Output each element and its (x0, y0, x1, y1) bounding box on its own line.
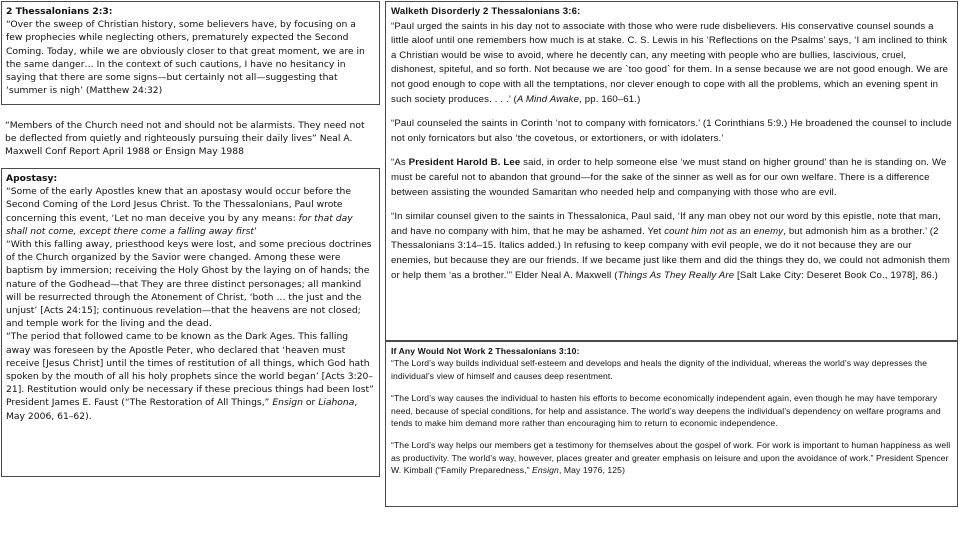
quote-paragraph: “The Lord’s way causes the individual to hasten his efforts to become economically independent again, even though he may have temporary need, because of special conditions, for help and assistance. The world’s way deepens the individual’s dependency on welfare programs and tends to make him demand more rather than encouraging him to return to economic independence. (391, 393, 941, 429)
quote-paragraph: “The period that followed came to be known as the Dark Ages. This falling away was foreseen by the Apostle Peter, who declared that ‘heaven must receive [Jesus Christ] until the times of restitution of all things, which God hath spoken by the mouth of all his holy prophets since the world began’ [Acts 3:20–21]. Restitution would only be necessary if these precious things had been lost” President James E. Faust (“The Restoration of All Things,” Ensign or Liahona, May 2006, 61–62). (6, 331, 374, 422)
alarmists-quote-box (1, 116, 380, 168)
quote-paragraph: “With this falling away, priesthood keys were lost, and some precious doctrines of the Church organized by the Savior were changed. Among these were baptism by immersion; receiving the Holy Ghost by the laying on of hands; the nature of the Godhead—that They are three distinct personages; all mankind will be resurrected through the Atonement of Christ, ‘both … the just and the unjust’ [Acts 24:15]; continuous revelation—that the heavens are not closed; and temple work for the living and the dead. (6, 239, 372, 330)
quote-text: “Members of the Church need not and should not be alarmists. They need not be deflected from quietly and righteously pursuing their daily lives” Neal A. Maxwell Conf Report April 1988 or Ensign May 1988 (5, 120, 365, 158)
quote-paragraph: “In similar counsel given to the saints in Thessalonica, Paul said, ‘If any man obey not our word by this epistle, note that man, and have no company with him, that he may be ashamed. Yet count him not as an enemy, but admonish him as a brother.’ (2 Thessalonians 3:14–15. Italics added.) In refusing to keep company with evil people, we do it not because they are our enemies, but because they are our friends. If we became just like them and did the things they do, we could not admonish them or help them ‘as a brother.’” Elder Neal A. Maxwell (Things As They Really Are [Salt Lake City: Deseret Book Co., 1978], 86.) (391, 211, 950, 281)
box-heading: Apostasy: (6, 173, 58, 184)
box-heading: Walketh Disorderly 2 Thessalonians 3:6: (391, 6, 581, 17)
would-not-work-box (385, 341, 958, 507)
apostasy-quote-box (1, 168, 380, 477)
walketh-disorderly-box (385, 1, 958, 341)
quote-paragraph: “Paul counseled the saints in Corinth ‘not to company with fornicators.’ (1 Corinthians 5:9.) He broadened the counsel to include not only fornicators but also ‘the covetous, or extortioners, or with idolaters.’ (391, 118, 952, 144)
quote-paragraph: “The Lord’s way builds individual self-esteem and develops and heals the dignity of the individual, whereas the world’s way depresses the individual’s view of himself and causes deep resentment. (391, 358, 927, 381)
quote-paragraph: “As President Harold B. Lee said, in order to help someone else ‘we must stand on higher ground’ than he is standing on. We must be careful not to abandon that ground—for the sake of the sinner as well as for our own welfare. There is a difference between assisting the wounded Samaritan who needed help and companying with those who are evil. (391, 157, 947, 198)
quote-paragraph: “The Lord’s way helps our members get a testimony for themselves about the gospel of work. For work is important to human happiness as well as productivity. The world’s way, however, places greater and greater emphasis on leisure and upon the avoidance of work.” President Spencer W. Kimball (“Family Preparedness,” Ensign, May 1976, 125) (391, 440, 951, 476)
prophecy-quote-box (1, 1, 380, 105)
box-heading: If Any Would Not Work 2 Thessalonians 3:10: (391, 346, 580, 356)
quote-paragraph: “Paul urged the saints in his day not to associate with those who were rude disbelievers. His conservative counsel sounds a little aloof until one remembers how much is at stake. C. S. Lewis in his ‘Reflections on the Psalms’ says, ‘I am inclined to think a Christian would be wise to avoid, where he decently can, any meeting with people who are bullies, lascivious, cruel, dishonest, spiteful, and so forth. Not because we are `too good` for them. In a sense because we are not good enough. We are not good enough to cope with all the temptations, nor clever enough to cope with all the problems, which an evening spent in such society produces. . . .’ (A Mind Awake, pp. 160–61.) (391, 20, 949, 105)
quote-paragraph: “Some of the early Apostles knew that an apostasy would occur before the Second Coming of the Lord Jesus Christ. To the Thessalonians, Paul wrote concerning this event, ‘Let no man deceive you by any means: for that day shall not come, except there come a falling away first’ (6, 186, 353, 237)
box-heading: 2 Thessalonians 2:3: (6, 6, 113, 17)
quote-text: “Over the sweep of Christian history, some believers have, by focusing on a few prophecies while neglecting others, prematurely expected the Second Coming. Today, while we are obviously closer to that great moment, we are in the same danger… In the context of such cautions, I have no hesitancy in saying that there are some signs—but certainly not all—suggesting that ‘summer is nigh’ (Matthew 24:32) (6, 19, 365, 97)
